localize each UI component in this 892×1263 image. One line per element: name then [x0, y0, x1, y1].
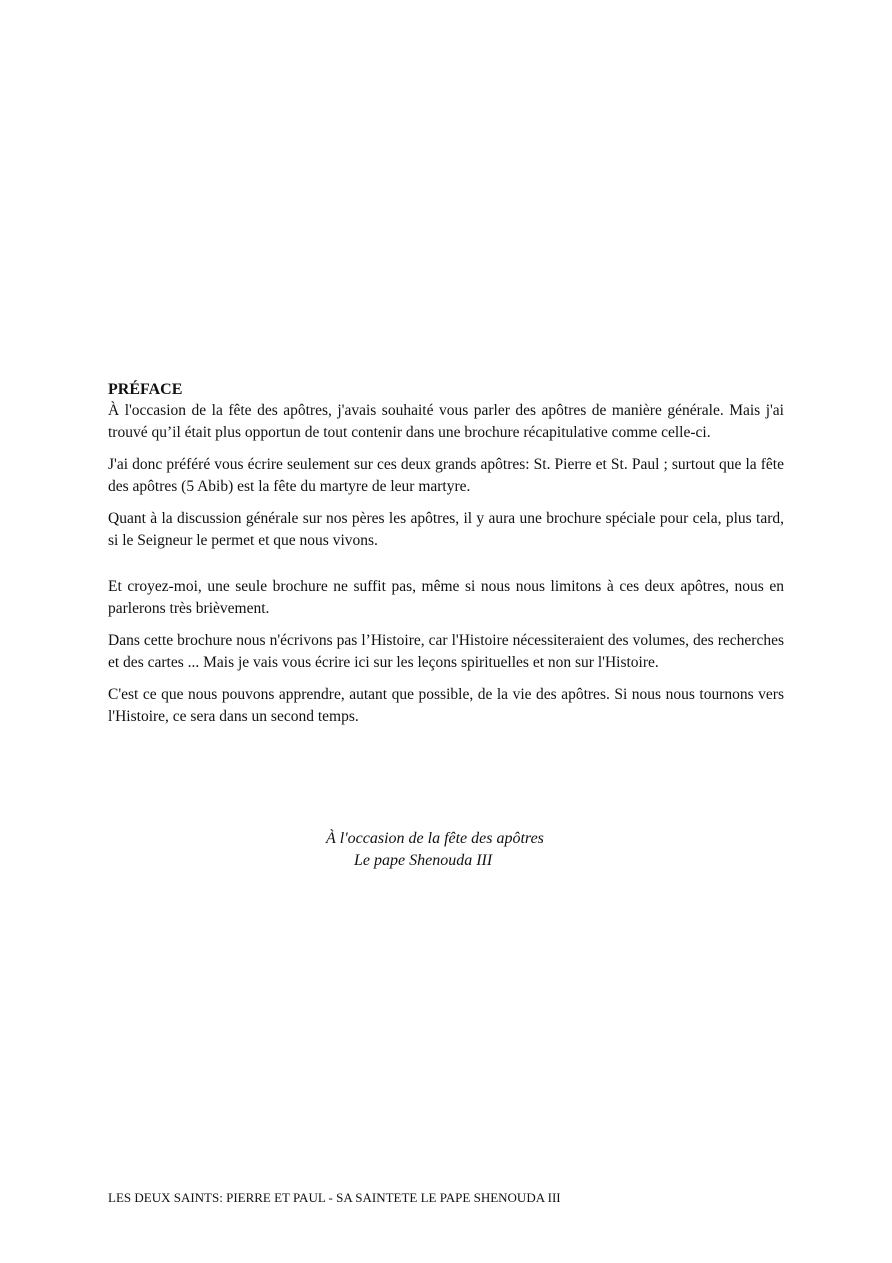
- section-heading: PRÉFACE: [108, 381, 183, 398]
- page-footer: LES DEUX SAINTS: PIERRE ET PAUL - SA SAINTETE LE PAPE SHENOUDA III: [108, 1190, 561, 1205]
- paragraph-3: Quant à la discussion générale sur nos pères les apôtres, il y aura une brochure spéciale pour cela, plus tard, si le Seigneur le permet et que nous vivons.: [108, 510, 784, 549]
- paragraph-6: C'est ce que nous pouvons apprendre, autant que possible, de la vie des apôtres. Si nous nous tournons vers l'Histoire, ce sera dans un second temps.: [108, 686, 784, 725]
- spacer: [108, 562, 784, 576]
- paragraph-2: J'ai donc préféré vous écrire seulement sur ces deux grands apôtres: St. Pierre et St. Paul ; surtout que la fête des apôtres (5 Abib) est la fête du martyre de leur martyre.: [108, 456, 784, 495]
- preface-section: [108, 380, 784, 738]
- signature-author: Le pape Shenouda III: [354, 852, 493, 869]
- paragraph-4: Et croyez-moi, une seule brochure ne suffit pas, même si nous nous limitons à ces deux apôtres, nous en parlerons très brièvement.: [108, 578, 784, 617]
- paragraph-1: À l'occasion de la fête des apôtres, j'avais souhaité vous parler des apôtres de manière générale. Mais j'ai trouvé qu’il était plus opportun de tout contenir dans une brochure récapitulative comme celle-ci.: [108, 402, 784, 441]
- paragraph-5: Dans cette brochure nous n'écrivons pas l’Histoire, car l'Histoire nécessiteraient des volumes, des recherches et des cartes ... Mais je vais vous écrire ici sur les leçons spirituelles et non sur l'Histoire.: [108, 632, 784, 671]
- signature-occasion: À l'occasion de la fête des apôtres: [326, 830, 544, 847]
